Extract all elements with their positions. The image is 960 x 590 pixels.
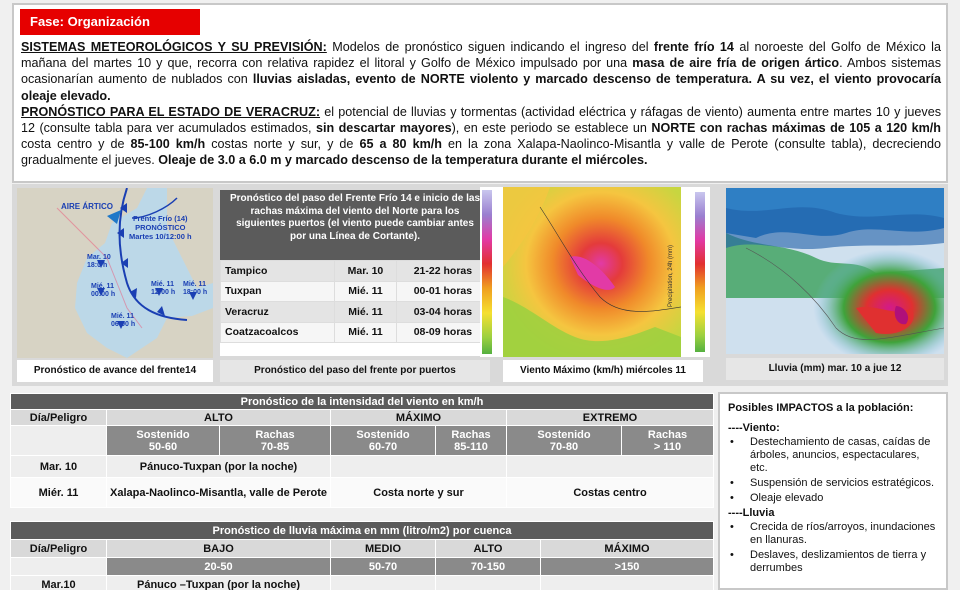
front-label <box>129 214 192 241</box>
scale-label: Precipitation, 24h (mm) <box>668 244 674 307</box>
row-maximo-zone <box>331 456 507 478</box>
text-run: costa centro y de <box>21 137 131 152</box>
front-advance-map <box>17 188 213 358</box>
text-run-bold: 85-100 km/h <box>130 137 206 152</box>
port-hours: 08-09 horas <box>396 322 489 343</box>
table-header-row <box>11 394 714 410</box>
front-map-caption: Pronóstico de avance del frente14 <box>17 360 213 382</box>
range-maximo: >150 <box>541 558 714 576</box>
table-row <box>221 281 490 302</box>
phase-badge: Fase: Organización <box>20 9 200 35</box>
alto-rachas <box>220 426 331 456</box>
sub-value: > 110 <box>653 440 682 453</box>
list-item: • Destechamiento de casas, caídas de árboles, anuncios, espectaculares, etc. <box>728 436 938 475</box>
extremo-rachas <box>622 426 714 456</box>
ports-title: Pronóstico del paso del Frente Frío 14 e inicio de las rachas máxima del viento del Norte para los siguientes puertos (el viento puede cambiar antes por una Línea de Cortante). <box>220 190 490 260</box>
row-extremo-zone <box>507 456 714 478</box>
row-alto-zone: Xalapa-Naolinco-Misantla, valle de Perote <box>107 478 331 508</box>
sub-label: Rachas <box>255 428 295 441</box>
rain-impacts-list <box>728 521 938 575</box>
ports-forecast-card <box>220 190 490 356</box>
rain-map-caption: Lluvia (mm) mar. 10 a jue 12 <box>726 358 944 380</box>
sub-label: Sostenido <box>136 428 190 441</box>
level-maximo: MÁXIMO <box>331 410 507 426</box>
impacts-title: Posibles IMPACTOS a la población: <box>728 402 914 414</box>
row-day: Miér. 11 <box>11 478 107 508</box>
table-row <box>11 478 714 508</box>
maximo-sostenido <box>331 426 436 456</box>
text-run-bold: masa de aire fría de origen ártico <box>632 56 840 71</box>
table-row <box>221 322 490 343</box>
sub-label: Rachas <box>451 428 491 441</box>
text-run: al noroeste del Golfo de México la mañana del martes 10 y que, recorra con relativa rapidez el litoral y Golfo de México impulsado por una <box>21 40 941 71</box>
row-extremo-zone: Costas centro <box>507 478 714 508</box>
text-run: . Ambos sistemas ocasionarían aumento de nublados con <box>21 56 941 87</box>
marker-label: Mar. 10 <box>87 254 111 261</box>
port-name: Tampico <box>221 261 335 282</box>
text-run: ), en este periodo se establece un <box>451 121 652 136</box>
marker-label: 00:00 h <box>91 291 116 298</box>
table-row <box>221 261 490 282</box>
marker-label: Mié. 11 <box>183 281 206 288</box>
arctic-air-label: AIRE ÁRTICO <box>61 202 113 211</box>
table-row <box>11 576 714 590</box>
front-marker-4 <box>151 281 175 297</box>
list-item: • Suspensión de servicios estratégicos. <box>728 477 938 490</box>
rain-accumulation-map <box>726 188 944 354</box>
ports-caption: Pronóstico del paso del frente por puertos <box>220 360 490 382</box>
range-bajo: 20-50 <box>107 558 331 576</box>
extremo-sostenido <box>507 426 622 456</box>
text-run-bold: NORTE con rachas máximas de 105 a 120 km/h <box>651 121 941 136</box>
port-name: Coatzacoalcos <box>221 322 335 343</box>
sub-value: 70-80 <box>549 440 579 453</box>
level-medio: MEDIO <box>331 540 436 558</box>
rain-impacts-heading: ----Lluvia <box>728 507 775 519</box>
wind-impacts-list <box>728 436 938 505</box>
sub-value: 50-60 <box>148 440 178 453</box>
wind-intensity-table <box>10 393 714 508</box>
table-row <box>11 456 714 478</box>
sub-label: Sostenido <box>356 428 410 441</box>
front-marker-2 <box>91 283 115 299</box>
marker-label: Mié. 11 <box>151 281 174 288</box>
sub-label: Rachas <box>647 428 688 441</box>
port-day: Mar. 10 <box>335 261 397 282</box>
list-item: • Deslaves, deslizamientos de tierra y derrumbes <box>728 549 938 575</box>
front-label-line: Martes 10/12:00 h <box>129 232 192 241</box>
marker-label: Mié. 11 <box>111 313 134 320</box>
text-run-bold: sin descartar mayores <box>315 121 452 136</box>
systems-heading: SISTEMAS METEOROLÓGICOS Y SU PREVISIÓN: <box>21 40 327 54</box>
rain-table-title: Pronóstico de lluvia máxima en mm (litro/m2) por cuenca <box>11 522 714 540</box>
impacts-panel <box>718 392 948 590</box>
text-run-bold: 65 a 80 km/h <box>359 137 442 152</box>
port-hours: 21-22 horas <box>396 261 489 282</box>
front-label-line: Frente Frío (14) <box>132 214 188 223</box>
list-item: • Oleaje elevado <box>728 492 938 505</box>
table-subheader-row <box>11 426 714 456</box>
front-marker-5 <box>183 281 207 297</box>
marker-label: 18:00 h <box>183 289 208 296</box>
rain-forecast-table <box>10 521 714 590</box>
marker-label: 18:0 h <box>87 262 108 269</box>
front-label-line: PRONÓSTICO <box>135 223 186 232</box>
sub-label: Sostenido <box>537 428 591 441</box>
sub-value: 70-85 <box>260 440 290 453</box>
front-marker-1 <box>87 254 111 270</box>
sub-value: 85-110 <box>454 440 488 453</box>
row-medio-zone <box>331 576 436 590</box>
table-header-row <box>11 522 714 540</box>
marker-label: Mié. 11 <box>91 283 114 290</box>
forecast-text-panel <box>12 3 948 183</box>
text-run: Modelos de pronóstico siguen indicando el ingreso del <box>326 40 654 54</box>
level-extremo: EXTREMO <box>507 410 714 426</box>
maximo-rachas <box>436 426 507 456</box>
level-alto: ALTO <box>436 540 541 558</box>
text-run-bold: frente frío 14 <box>653 40 734 54</box>
row-alto-zone <box>436 576 541 590</box>
marker-label: 12:00 h <box>151 289 176 296</box>
row-alto-zone: Pánuco-Tuxpan (por la noche) <box>107 456 331 478</box>
table-row <box>221 302 490 323</box>
table-subheader-row <box>11 558 714 576</box>
text-run: en la zona Xalapa-Naolinco-Misantla y valle de Perote (consulte tabla), decreciendo gradualmente el jueves. <box>21 137 942 168</box>
text-run: costas norte y sur, y de <box>205 137 360 152</box>
range-alto: 70-150 <box>436 558 541 576</box>
empty-cell <box>11 558 107 576</box>
col-day-header: Día/Peligro <box>11 540 107 558</box>
wind-impacts-heading: ----Viento: <box>728 422 780 434</box>
empty-cell <box>11 426 107 456</box>
port-hours: 00-01 horas <box>396 281 489 302</box>
port-hours: 03-04 horas <box>396 302 489 323</box>
table-header-row <box>11 410 714 426</box>
col-day-header: Día/Peligro <box>11 410 107 426</box>
veracruz-heading: PRONÓSTICO PARA EL ESTADO DE VERACRUZ: <box>21 104 321 119</box>
port-name: Veracruz <box>221 302 335 323</box>
port-name: Tuxpan <box>221 281 335 302</box>
wind-map-graphic <box>480 187 710 357</box>
list-item: • Crecida de ríos/arroyos, inundaciones en llanuras. <box>728 521 938 547</box>
row-day: Mar.10 <box>11 576 107 590</box>
text-run-bold: Oleaje de 3.0 a 6.0 m y marcado descenso de la temperatura durante el miércoles. <box>158 153 648 168</box>
ports-table <box>220 260 490 343</box>
row-day: Mar. 10 <box>11 456 107 478</box>
forecast-text <box>21 39 941 169</box>
level-alto: ALTO <box>107 410 331 426</box>
port-day: Mié. 11 <box>335 322 397 343</box>
max-wind-map <box>480 187 710 357</box>
wind-map-caption: Viento Máximo (km/h) miércoles 11 <box>503 360 703 382</box>
rain-map-graphic <box>726 188 944 354</box>
sub-value: 60-70 <box>368 440 398 453</box>
table-header-row <box>11 540 714 558</box>
alto-sostenido <box>107 426 220 456</box>
port-day: Mié. 11 <box>335 302 397 323</box>
range-medio: 50-70 <box>331 558 436 576</box>
level-maximo: MÁXIMO <box>541 540 714 558</box>
row-maximo-zone: Costa norte y sur <box>331 478 507 508</box>
text-run: el potencial de lluvias y tormentas (actividad eléctrica y ráfagas de viento) aumenta entre martes 10 y jueves 12 (consulte tabla para ver acumulados estimados, <box>21 104 941 136</box>
text-run-bold: lluvias aisladas, evento de NORTE violento y marcado descenso de temperatura. A su vez, el viento provocaría oleaje elevado. <box>21 72 941 103</box>
level-bajo: BAJO <box>107 540 331 558</box>
front-marker-3 <box>111 313 135 329</box>
wind-table-title: Pronóstico de la intensidad del viento en km/h <box>11 394 714 410</box>
row-maximo-zone <box>541 576 714 590</box>
row-bajo-zone: Pánuco –Tuxpan (por la noche) <box>107 576 331 590</box>
port-day: Mié. 11 <box>335 281 397 302</box>
marker-label: 06:00 h <box>111 321 136 328</box>
